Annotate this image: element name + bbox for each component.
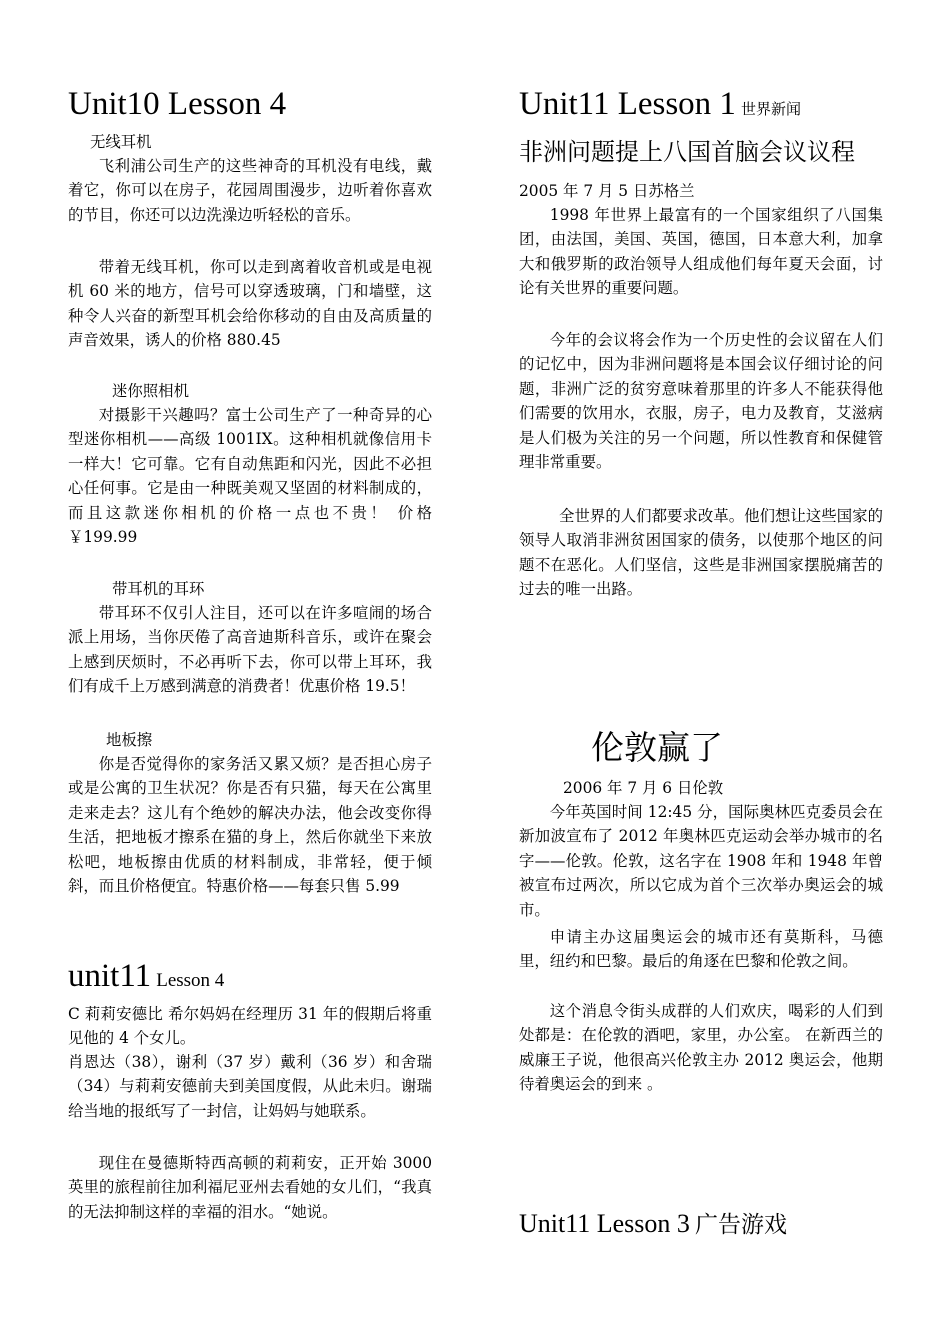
wireless-headphones-para-2: 带着无线耳机，你可以走到离着收音机或是电视机 60 米的地方，信号可以穿透玻璃，门和墙壁，这种令人兴奋的新型耳机会给你移动的自由及高质量的声音效果，诱人的价格 880.45 [68,258,432,350]
unit11-lesson4-heading: unit11 Lesson 4 [68,958,225,994]
london-para-3: 这个消息令街头成群的人们欢庆，喝彩的人们到处都是：在伦敦的酒吧，家里，办公室。 在新西兰的威廉王子说，他很高兴伦敦主办 2012 奥运会，他期待着奥运会的到来 。 [519,1002,883,1094]
unit11-lesson1-heading: Unit11 Lesson 1 世界新闻 [519,86,802,122]
g8-para-2: 今年的会议将会作为一个历史性的会议留在人们的记忆中，因为非洲问题将是本国会议仔细讨论的问题，非洲广泛的贫穷意味着那里的许多人不能获得他们需要的饮用水，衣服，房子，电力及教育，艾滋病是人们极为关注的另一个问题，所以性教育和保健管理非常重要。 [519,331,883,472]
g8-dateline: 2005 年 7 月 5 日苏格兰 [519,182,695,200]
unit11-lesson3-heading: Unit11 Lesson 3 广告游戏 [519,1209,788,1238]
earring-headphones-subtitle: 带耳机的耳环 [112,580,205,598]
mini-camera-subtitle: 迷你照相机 [112,382,189,400]
g8-para-1: 1998 年世界上最富有的一个国家组织了八国集团，由法国，美国、英国，德国，日本意大利，加拿大和俄罗斯的政治领导人组成他们每年夏天会面，讨论有关世界的重要问题。 [519,206,883,298]
lillian-para-1: C 莉莉安德比 希尔妈妈在经理历 31 年的假期后将重见他的 4 个女儿。 [68,1005,432,1048]
lillian-para-3: 现住在曼德斯特西高顿的莉莉安，正开始 3000 英里的旅程前往加利福尼亚州去看她的女儿们，“我真的无法抑制这样的幸福的泪水。“她说。 [68,1154,432,1221]
floor-mop-subtitle: 地板擦 [106,731,153,749]
london-won-title: 伦敦赢了 [591,728,723,767]
wireless-headphones-subtitle: 无线耳机 [90,133,152,151]
g8-headline: 非洲问题提上八国首脑会议议程 [519,138,855,166]
lillian-para-2: 肖恩达（38），谢利（37 岁）戴利（36 岁）和舍瑞（34）与莉莉安德前夫到美国度假，从此未归。谢瑞给当地的报纸写了一封信，让妈妈与她联系。 [68,1053,432,1120]
london-para-1: 今年英国时间 12:45 分，国际奥林匹克委员会在新加波宣布了 2012 年奥林匹克运动会举办城市的名字——伦敦。伦敦，这名字在 1908 年和 1948 年曾被宣布过两次，所以它成为首个三次举办奥运会的城市。 [519,803,883,919]
earring-headphones-para: 带耳环不仅引人注目，还可以在许多喧闹的场合派上用场，当你厌倦了高音迪斯科音乐，或许在聚会上感到厌烦时，不必再听下去，你可以带上耳环，我们有成千上万感到满意的消费者！优惠价格 19.5！ [68,604,432,696]
mini-camera-para: 对摄影干兴趣吗？富士公司生产了一种奇异的心型迷你相机——高级 1001IX。这种相机就像信用卡一样大！它可靠。它有自动焦距和闪光，因此不必担心任何事。它是由一种既美观又坚固的材料制成的，而且这款迷你相机的价格一点也不贵！ 价格 ￥199.99 [68,406,432,547]
london-dateline: 2006 年 7 月 6 日伦敦 [563,779,724,797]
unit10-lesson4-heading: Unit10 Lesson 4 [68,86,287,122]
wireless-headphones-para-1: 飞利浦公司生产的这些神奇的耳机没有电线，戴着它，你可以在房子，花园周围漫步，边听着你喜欢的节目，你还可以边洗澡边听轻松的音乐。 [68,157,432,224]
floor-mop-para: 你是否觉得你的家务活又累又烦？是否担心房子或是公寓的卫生状况？你是否有只猫，每天在公寓里走来走去？这儿有个绝妙的解决办法，他会改变你得生活，把地板才擦系在猫的身上，然后你就坐下来放松吧，地板擦由优质的材料制成，非常轻，便于倾斜，而且价格便宜。特惠价格——每套只售 5.99 [68,755,432,896]
g8-para-3: 全世界的人们都要求改革。他们想让这些国家的领导人取消非洲贫困国家的债务，以使那个地区的问题不在恶化。人们坚信，这些是非洲国家摆脱痛苦的过去的唯一出路。 [519,507,883,599]
london-para-2: 申请主办这届奥运会的城市还有莫斯科，马德里，纽约和巴黎。最后的角逐在巴黎和伦敦之间。 [519,928,883,971]
